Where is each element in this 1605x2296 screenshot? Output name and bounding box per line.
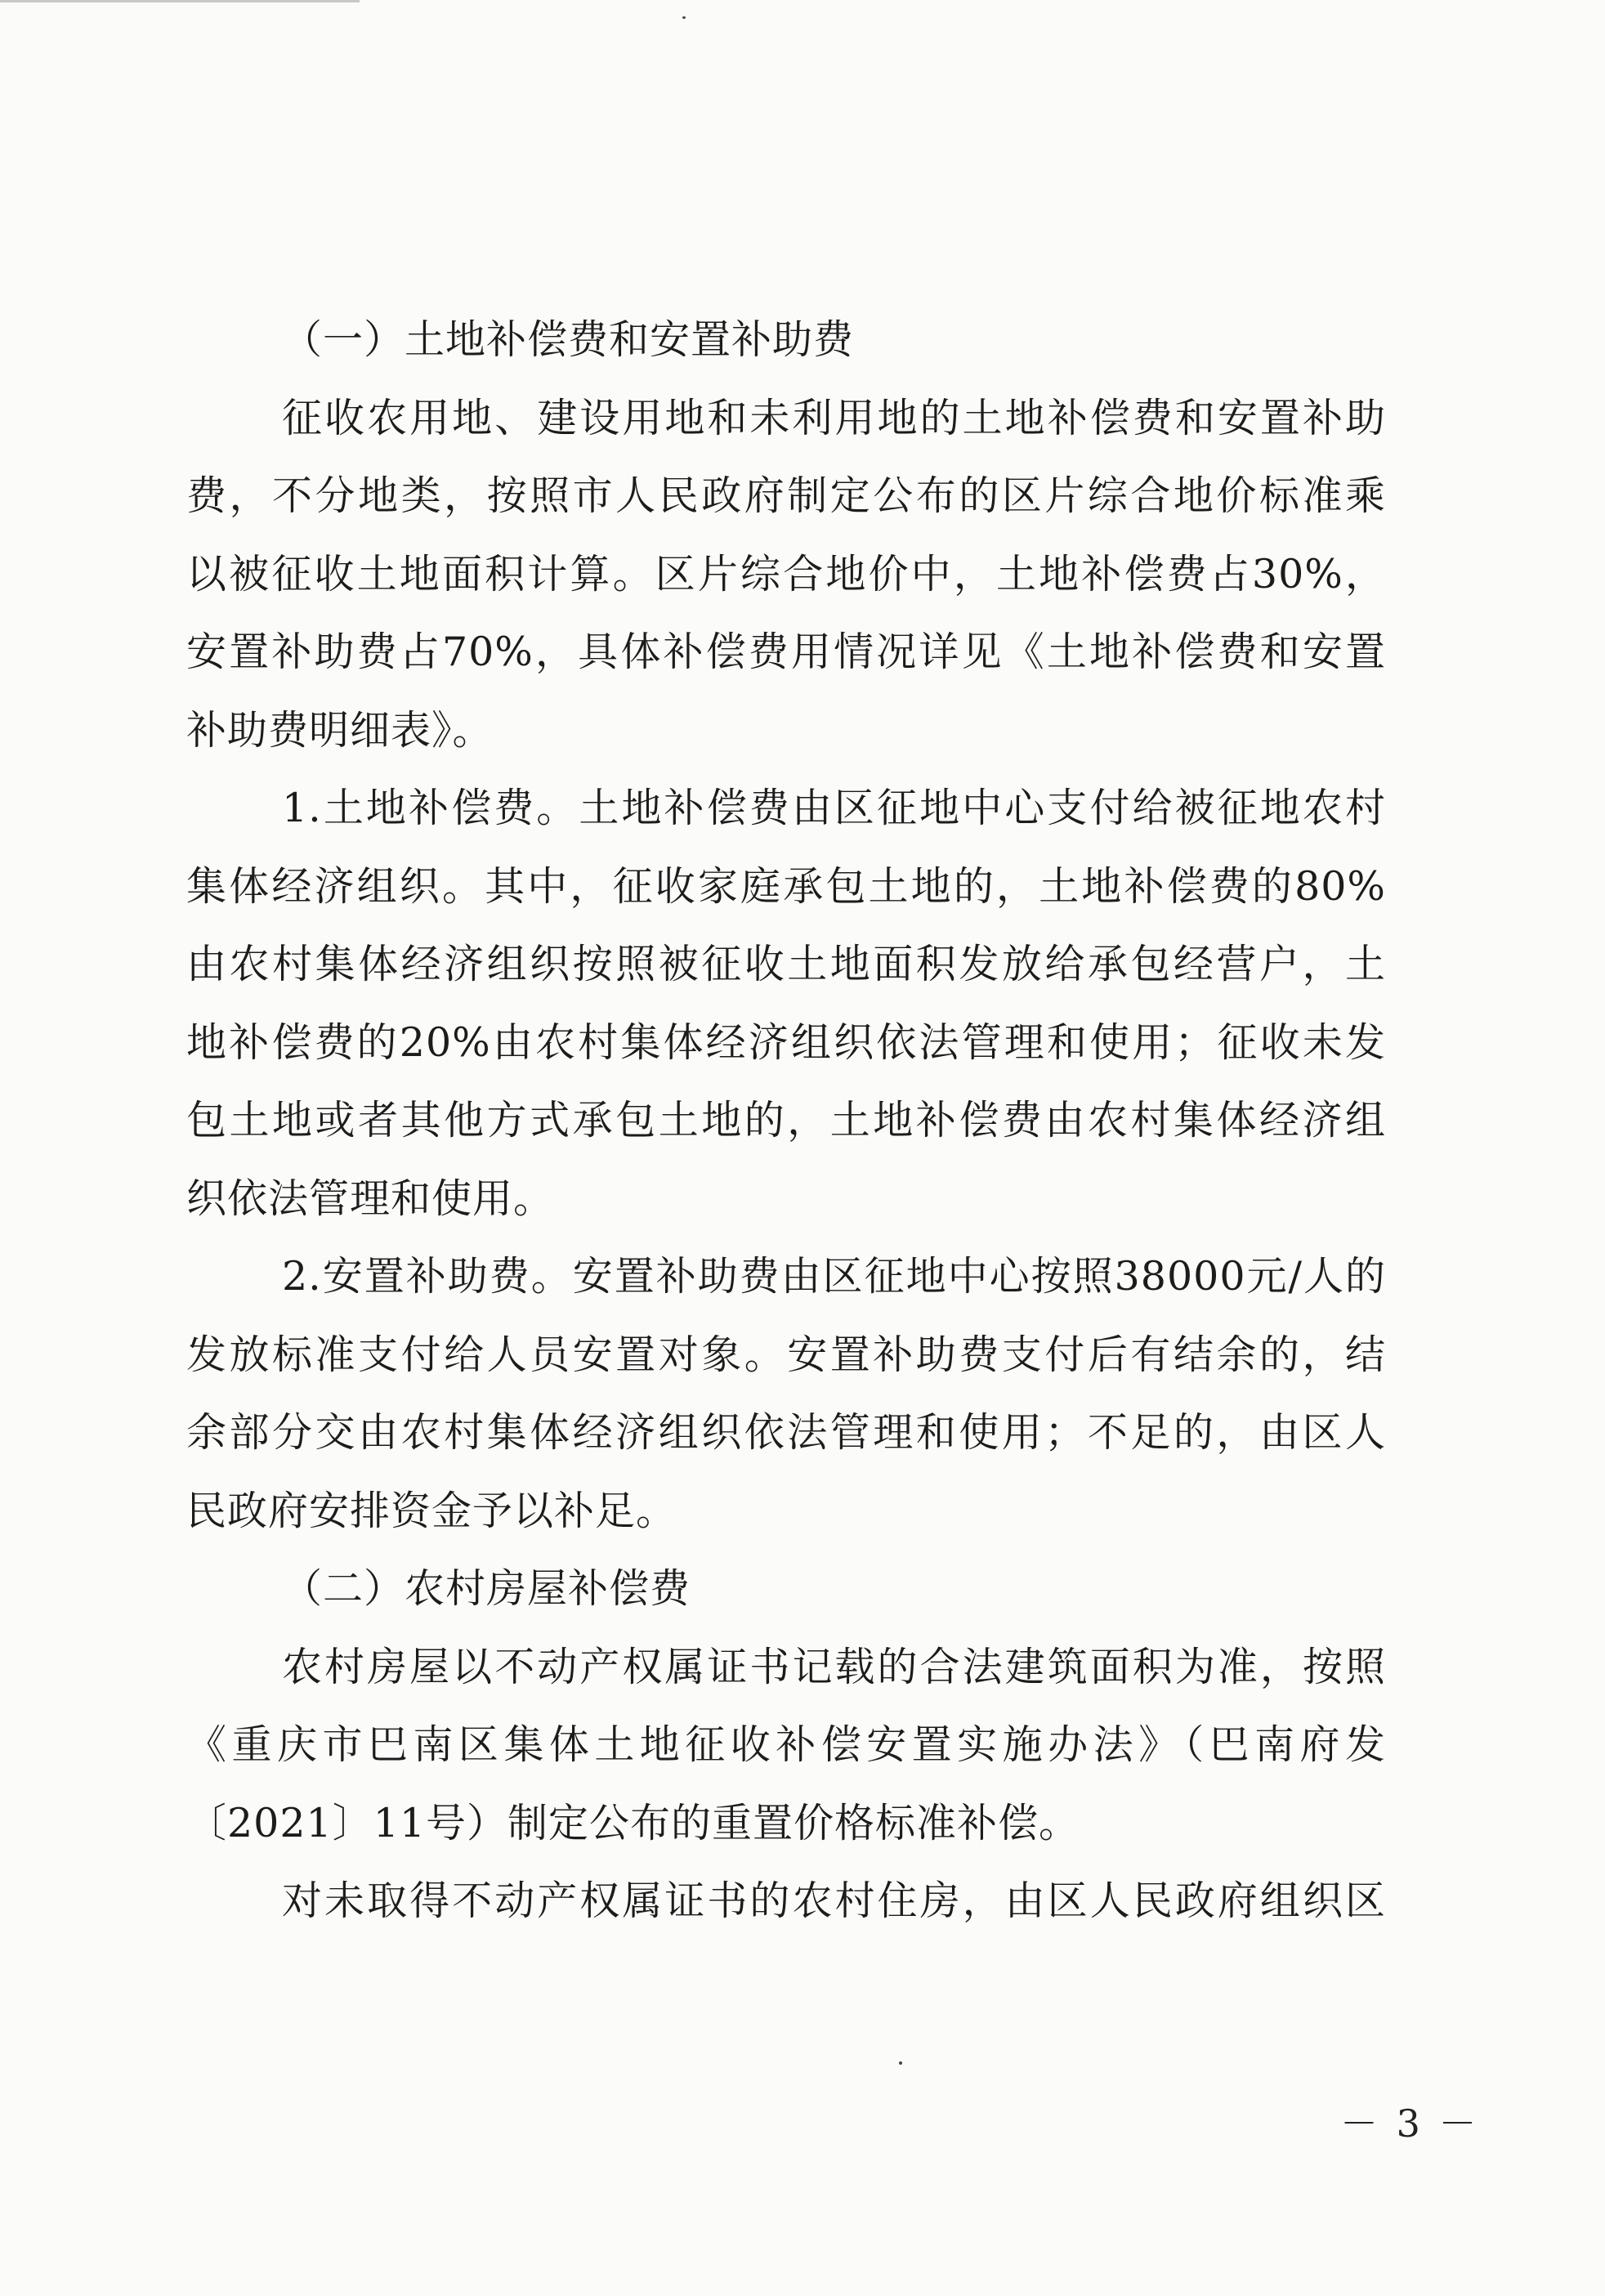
scan-speck [899, 2061, 902, 2065]
paragraph-line: 地补偿费的20%由农村集体经济组织依法管理和使用；征收未发 [186, 1018, 1386, 1066]
paragraph-line: 1.土地补偿费。土地补偿费由区征地中心支付给被征地农村 [282, 785, 1386, 831]
paragraph-line: 以被征收土地面积计算。区片综合地价中，土地补偿费占30%， [186, 550, 1386, 597]
paragraph-line: 农村房屋以不动产权属证书记载的合法建筑面积为准，按照 [282, 1643, 1386, 1690]
section-heading: （一）土地补偿费和安置补助费 [282, 316, 855, 363]
paragraph-line: 《重庆市巴南区集体土地征收补偿安置实施办法》（巴南府发 [186, 1721, 1386, 1768]
paragraph-line: 集体经济组织。其中，征收家庭承包土地的，土地补偿费的80% [186, 862, 1386, 910]
paragraph-line: 由农村集体经济组织按照被征收土地面积发放给承包经营户，土 [186, 941, 1386, 987]
paragraph-line: 安置补助费占70%，具体补偿费用情况详见《土地补偿费和安置 [186, 629, 1386, 675]
paragraph-line: 织依法管理和使用。 [186, 1175, 555, 1222]
paragraph-line: 2.安置补助费。安置补助费由区征地中心按照38000元/人的 [282, 1253, 1386, 1300]
paragraph-line: 对未取得不动产权属证书的农村住房，由区人民政府组织区 [282, 1878, 1386, 1924]
section-heading: （二）农村房屋补偿费 [282, 1565, 691, 1612]
paragraph-line: 补助费明细表》。 [186, 706, 494, 754]
document-body [186, 301, 1386, 1940]
page-number: － 3 － [1340, 2101, 1480, 2146]
scan-top-edge [0, 0, 360, 2]
paragraph-line: 余部分交由农村集体经济组织依法管理和使用；不足的，由区人 [186, 1409, 1386, 1456]
scan-speck [682, 16, 686, 19]
paragraph-line: 发放标准支付给人员安置对象。安置补助费支付后有结余的，结 [186, 1331, 1386, 1378]
paragraph-line: 民政府安排资金予以补足。 [186, 1487, 677, 1534]
paragraph-line: 征收农用地、建设用地和未利用地的土地补偿费和安置补助 [282, 394, 1386, 441]
paragraph-line: 〔2021〕11号）制定公布的重置价格标准补偿。 [186, 1799, 1080, 1846]
paragraph-line: 包土地或者其他方式承包土地的，土地补偿费由农村集体经济组 [186, 1097, 1386, 1144]
paragraph-line: 费，不分地类，按照市人民政府制定公布的区片综合地价标准乘 [186, 472, 1386, 519]
